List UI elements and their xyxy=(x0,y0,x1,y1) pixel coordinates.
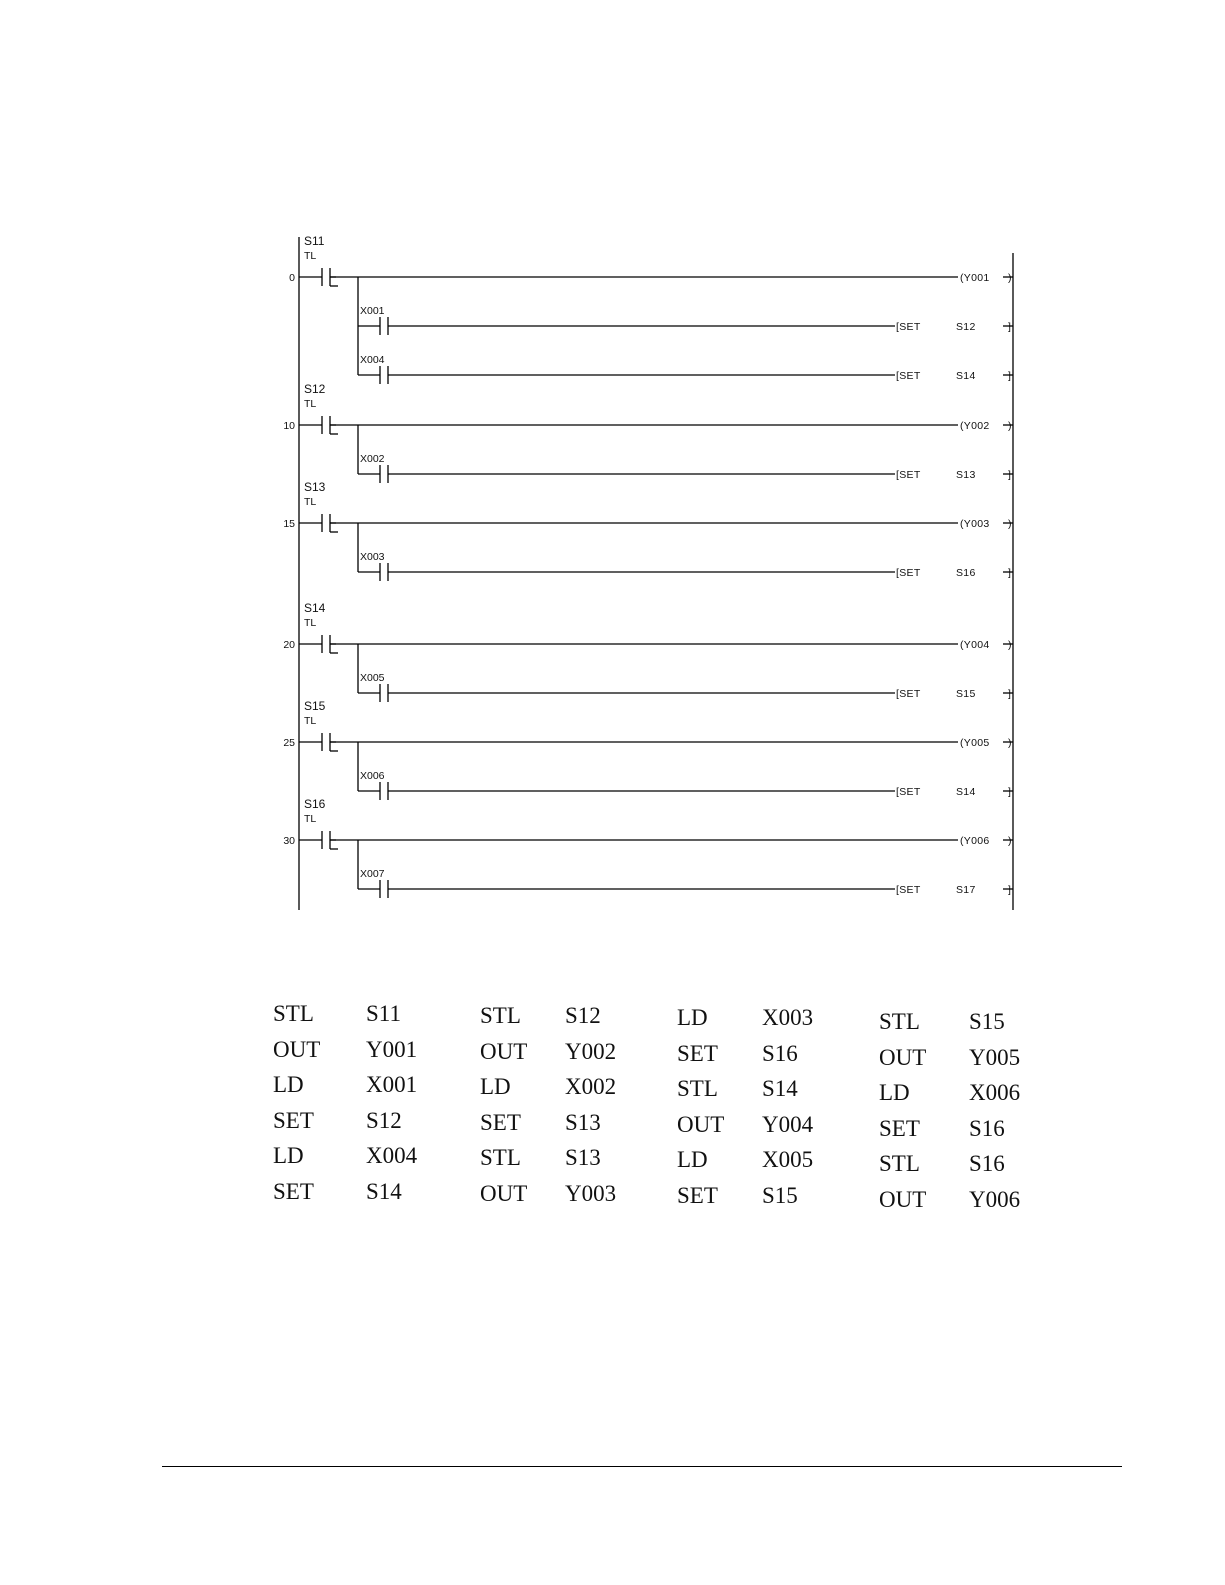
output-coil-label: (Y003 xyxy=(960,518,990,530)
set-instruction-label: [SET xyxy=(896,884,921,896)
set-instruction-label: [SET xyxy=(896,469,921,481)
rung-step-number: 0 xyxy=(289,272,295,284)
output-coil-close: ) xyxy=(1008,518,1012,530)
branch-input-label: X007 xyxy=(360,868,385,880)
instruction-operand: S16 xyxy=(762,1040,798,1066)
instruction-opcode: STL xyxy=(879,1009,920,1034)
instruction-opcode: OUT xyxy=(480,1180,528,1206)
branch-input-label: X006 xyxy=(360,770,385,782)
set-instruction-close: ] xyxy=(1008,884,1012,896)
instruction-operand: X005 xyxy=(762,1147,814,1172)
output-coil-label: (Y004 xyxy=(960,639,990,651)
state-relay-tag: TL xyxy=(304,496,317,508)
state-relay-tag: TL xyxy=(304,813,317,825)
set-instruction-close: ] xyxy=(1008,370,1012,382)
instruction-operand: S16 xyxy=(969,1115,1005,1141)
instruction-opcode: OUT xyxy=(879,1186,927,1212)
instruction-operand: X003 xyxy=(762,1005,814,1030)
set-target-label: S12 xyxy=(956,321,976,333)
instruction-operand: X006 xyxy=(969,1080,1021,1105)
instruction-opcode: LD xyxy=(677,1005,708,1030)
rung-step-number: 20 xyxy=(283,639,295,651)
instruction-operand: Y005 xyxy=(969,1044,1021,1070)
set-target-label: S14 xyxy=(956,786,976,798)
instruction-opcode: SET xyxy=(273,1178,314,1204)
instruction-operand: Y003 xyxy=(565,1180,617,1206)
state-relay-label: S13 xyxy=(304,480,326,494)
set-instruction-close: ] xyxy=(1008,469,1012,481)
output-coil-label: (Y002 xyxy=(960,420,990,432)
set-instruction-label: [SET xyxy=(896,567,921,579)
instruction-operand: S14 xyxy=(366,1178,402,1204)
instruction-operand: S15 xyxy=(969,1009,1005,1034)
state-relay-tag: TL xyxy=(304,250,317,262)
instruction-operand: S12 xyxy=(565,1003,601,1028)
state-relay-tag: TL xyxy=(304,715,317,727)
instruction-operand: S15 xyxy=(762,1182,798,1208)
branch-input-label: X004 xyxy=(360,354,385,366)
instruction-operand: Y001 xyxy=(366,1036,418,1062)
set-instruction-close: ] xyxy=(1008,786,1012,798)
instruction-opcode: OUT xyxy=(677,1111,725,1137)
instruction-operand: S13 xyxy=(565,1109,601,1135)
branch-input-label: X001 xyxy=(360,305,385,317)
output-coil-label: (Y006 xyxy=(960,835,990,847)
instruction-operand: X002 xyxy=(565,1074,617,1099)
set-instruction-label: [SET xyxy=(896,370,921,382)
set-target-label: S16 xyxy=(956,567,976,579)
state-relay-label: S16 xyxy=(304,797,326,811)
output-coil-label: (Y001 xyxy=(960,272,990,284)
instruction-opcode: STL xyxy=(480,1145,521,1170)
output-coil-close: ) xyxy=(1008,272,1012,284)
branch-input-label: X002 xyxy=(360,453,385,465)
output-coil-close: ) xyxy=(1008,639,1012,651)
instruction-opcode: OUT xyxy=(273,1036,321,1062)
instruction-opcode: LD xyxy=(879,1080,910,1105)
rung-step-number: 25 xyxy=(283,737,295,749)
state-relay-label: S12 xyxy=(304,382,326,396)
output-coil-close: ) xyxy=(1008,737,1012,749)
instruction-opcode: LD xyxy=(480,1074,511,1099)
footer-rule xyxy=(162,1466,1122,1467)
instruction-operand: Y006 xyxy=(969,1186,1021,1212)
state-relay-label: S11 xyxy=(304,234,325,248)
instruction-opcode: OUT xyxy=(879,1044,927,1070)
instruction-opcode: SET xyxy=(273,1107,314,1133)
instruction-opcode: SET xyxy=(879,1115,920,1141)
instruction-opcode: LD xyxy=(273,1072,304,1097)
instruction-operand: Y002 xyxy=(565,1038,617,1064)
instruction-opcode: OUT xyxy=(480,1038,528,1064)
set-instruction-label: [SET xyxy=(896,321,921,333)
set-target-label: S14 xyxy=(956,370,976,382)
instruction-operand: S11 xyxy=(366,1001,401,1026)
instruction-opcode: LD xyxy=(273,1143,304,1168)
instruction-opcode: SET xyxy=(677,1040,718,1066)
instruction-opcode: STL xyxy=(879,1151,920,1176)
state-relay-tag: TL xyxy=(304,398,317,410)
output-coil-close: ) xyxy=(1008,835,1012,847)
instruction-opcode: SET xyxy=(677,1182,718,1208)
instruction-operand: X001 xyxy=(366,1072,418,1097)
rung-step-number: 15 xyxy=(283,518,295,530)
set-instruction-label: [SET xyxy=(896,688,921,700)
state-relay-tag: TL xyxy=(304,617,317,629)
instruction-operand: S14 xyxy=(762,1076,798,1101)
instruction-opcode: STL xyxy=(480,1003,521,1028)
instruction-operand: S13 xyxy=(565,1145,601,1170)
set-target-label: S13 xyxy=(956,469,976,481)
set-instruction-label: [SET xyxy=(896,786,921,798)
instruction-opcode: SET xyxy=(480,1109,521,1135)
instruction-operand: S16 xyxy=(969,1151,1005,1176)
state-relay-label: S14 xyxy=(304,601,326,615)
set-target-label: S17 xyxy=(956,884,976,896)
output-coil-label: (Y005 xyxy=(960,737,990,749)
state-relay-label: S15 xyxy=(304,699,326,713)
branch-input-label: X005 xyxy=(360,672,385,684)
rung-step-number: 10 xyxy=(283,420,295,432)
instruction-operand: X004 xyxy=(366,1143,418,1168)
output-coil-close: ) xyxy=(1008,420,1012,432)
set-instruction-close: ] xyxy=(1008,688,1012,700)
ladder-diagram xyxy=(268,215,1038,920)
instruction-opcode: STL xyxy=(677,1076,718,1101)
set-instruction-close: ] xyxy=(1008,567,1012,579)
instruction-opcode: LD xyxy=(677,1147,708,1172)
instruction-opcode: STL xyxy=(273,1001,314,1026)
set-instruction-close: ] xyxy=(1008,321,1012,333)
branch-input-label: X003 xyxy=(360,551,385,563)
instruction-operand: S12 xyxy=(366,1107,402,1133)
set-target-label: S15 xyxy=(956,688,976,700)
rung-step-number: 30 xyxy=(283,835,295,847)
instruction-operand: Y004 xyxy=(762,1111,814,1137)
